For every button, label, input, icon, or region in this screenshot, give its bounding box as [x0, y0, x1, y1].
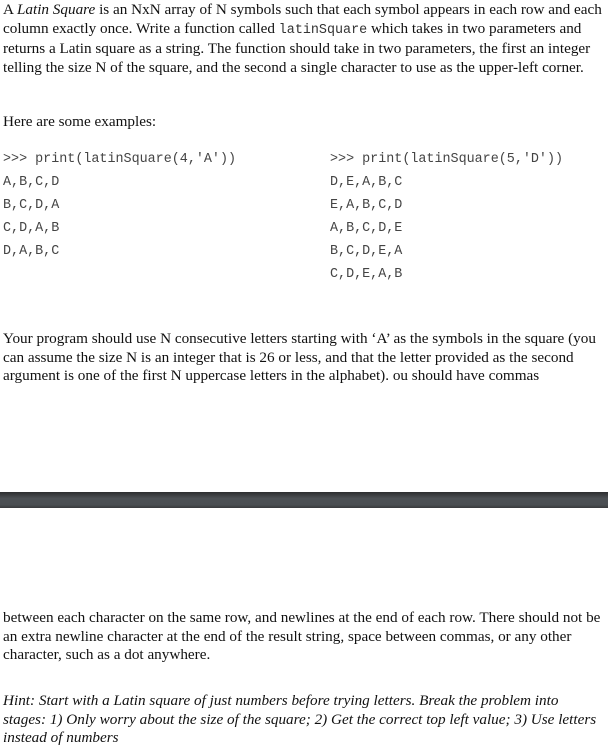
- examples-label: Here are some examples:: [3, 113, 157, 130]
- example-row: D,A,B,C: [3, 244, 60, 259]
- intro-text: is an NxN array of N symbols such that each symbol appears in each row and each column exactly once. Write a function called: [3, 1, 602, 37]
- intro-text: which takes in two parameters and returns a Latin square as a string. The function should take in two parameters, the first an integer telling the size N of the square, and the second a single character to use as the upper-left corner.: [3, 19, 591, 76]
- example-call: >>> print(latinSquare(4,'A')): [3, 152, 237, 167]
- intro-paragraph: [3, 1, 605, 77]
- page-separator-bar: [0, 492, 608, 508]
- example-row: C,D,E,A,B: [330, 267, 403, 282]
- example-1: [3, 148, 236, 263]
- function-name: latinSquare: [278, 22, 368, 38]
- intro-text: A: [3, 1, 17, 18]
- example-row: B,C,D,A: [3, 198, 60, 213]
- example-row: C,D,A,B: [3, 221, 60, 236]
- example-call: >>> print(latinSquare(5,'D')): [330, 152, 564, 167]
- example-row: D,E,A,B,C: [330, 175, 403, 190]
- example-row: A,B,C,D: [3, 175, 60, 190]
- example-row: B,C,D,E,A: [330, 244, 403, 259]
- example-row: E,A,B,C,D: [330, 198, 403, 213]
- latin-square-term: Latin Square: [16, 1, 96, 18]
- hint-paragraph: Hint: Start with a Latin square of just numbers before trying letters. Break the problem into stages: 1) Only worry about the size of the square; 2) Get the correct top left value; 3) Use letters instead of numbers: [3, 692, 597, 747]
- paragraph-symbols: Your program should use N consecutive letters starting with ‘A’ as the symbols in the square (you can assume the size N is an integer that is 26 or less, and that the letter provided as the second argument is one of the first N uppercase letters in the alphabet). ou should have commas: [3, 330, 596, 385]
- example-2: [330, 148, 563, 286]
- example-row: A,B,C,D,E: [330, 221, 403, 236]
- paragraph-format: between each character on the same row, and newlines at the end of each row. There should not be an extra newline character at the end of the result string, space between commas, or any other character, such as a dot anywhere.: [3, 609, 601, 664]
